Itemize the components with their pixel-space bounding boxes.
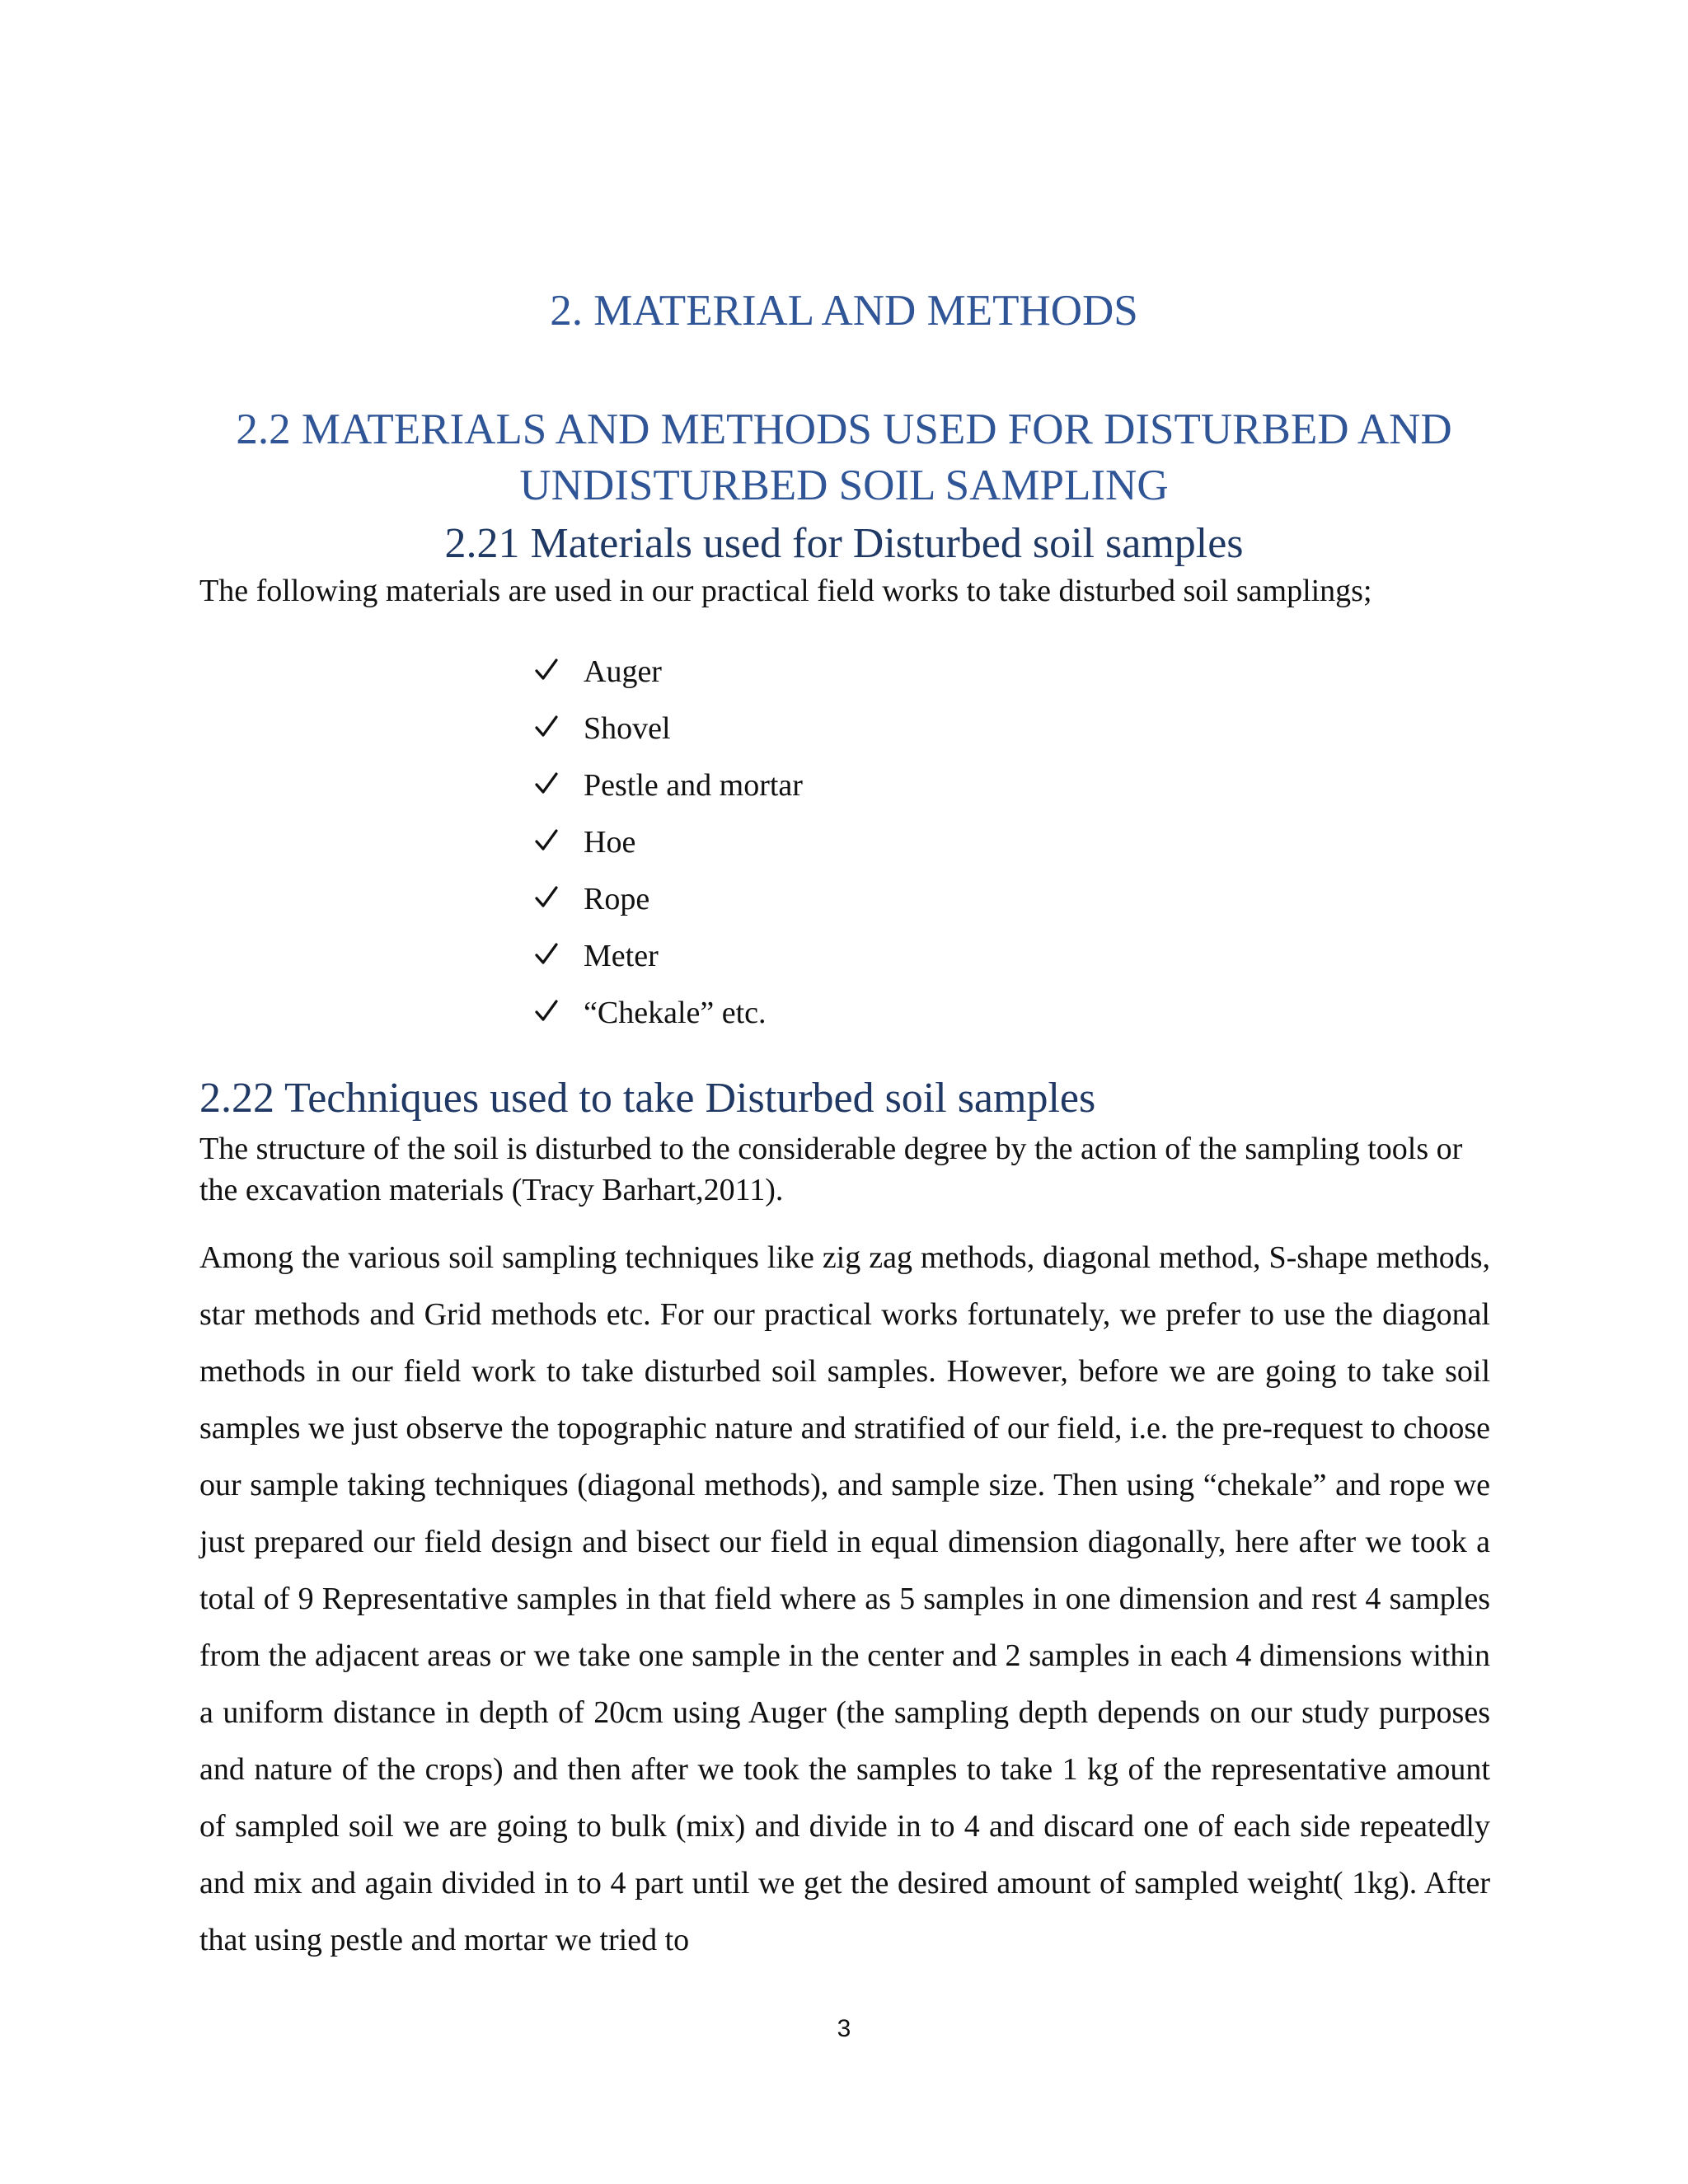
- list-item-label: Shovel: [584, 711, 671, 746]
- list-item-label: Pestle and mortar: [584, 768, 803, 803]
- checkmark-icon: [534, 762, 559, 804]
- section-heading: [0, 401, 1688, 513]
- subsection-heading-materials: 2.21 Materials used for Disturbed soil samples: [444, 520, 1244, 567]
- list-item: [534, 705, 803, 762]
- checkmark-icon: [534, 649, 559, 690]
- body-paragraph: Among the various soil sampling techniques like zig zag methods, diagonal method, S-shape methods, star methods and Grid methods etc. For our practical works fortunately, we prefer to use the diagonal methods in our field work to take disturbed soil samples. However, before we are going to take soil samples we just observe the topographic nature and stratified of our field, i.e. the pre-request to choose our sample taking techniques (diagonal methods), and sample size. Then using “chekale” and rope we just prepared our field design and bisect our field in equal dimension diagonally, here after we took a total of 9 Representative samples in that field where as 5 samples in one dimension and rest 4 samples from the adjacent areas or we take one sample in the center and 2 samples in each 4 dimensions within a uniform distance in depth of 20cm using Auger (the sampling depth depends on our study purposes and nature of the crops) and then after we took the samples to take 1 kg of the representative amount of sampled soil we are going to bulk (mix) and divide in to 4 and discard one of each side repeatedly and mix and again divided in to 4 part until we get the desired amount of sampled weight( 1kg). After that using pestle and mortar we tried to: [199, 1240, 1490, 1957]
- structure-paragraph: The structure of the soil is disturbed to the considerable degree by the action of the sampling tools or the excavation materials (Tracy Barhart,2011).: [199, 1132, 1463, 1207]
- subsection-heading-techniques: 2.22 Techniques used to take Disturbed soil samples: [199, 1075, 1096, 1122]
- list-item: [534, 933, 803, 990]
- materials-list: [534, 649, 803, 1047]
- list-item-label: Meter: [584, 939, 659, 973]
- list-item: [534, 876, 803, 933]
- intro-paragraph: The following materials are used in our practical field works to take disturbed soil samplings;: [199, 574, 1372, 608]
- list-item: [534, 649, 803, 705]
- chapter-heading: 2. MATERIAL AND METHODS: [550, 287, 1138, 335]
- list-item-label: Auger: [584, 654, 662, 689]
- list-item: [534, 990, 803, 1047]
- section-heading-line1: 2.2 MATERIALS AND METHODS USED FOR DISTURBED AND: [236, 405, 1452, 453]
- page-number: 3: [837, 2015, 851, 2042]
- checkmark-icon: [534, 705, 559, 747]
- checkmark-icon: [534, 819, 559, 860]
- list-item: [534, 819, 803, 876]
- checkmark-icon: [534, 990, 559, 1031]
- list-item-label: “Chekale” etc.: [584, 996, 767, 1030]
- section-heading-line2: UNDISTURBED SOIL SAMPLING: [519, 462, 1169, 509]
- list-item-label: Rope: [584, 882, 650, 916]
- list-item-label: Hoe: [584, 825, 636, 860]
- checkmark-icon: [534, 876, 559, 917]
- list-item: [534, 762, 803, 819]
- checkmark-icon: [534, 933, 559, 974]
